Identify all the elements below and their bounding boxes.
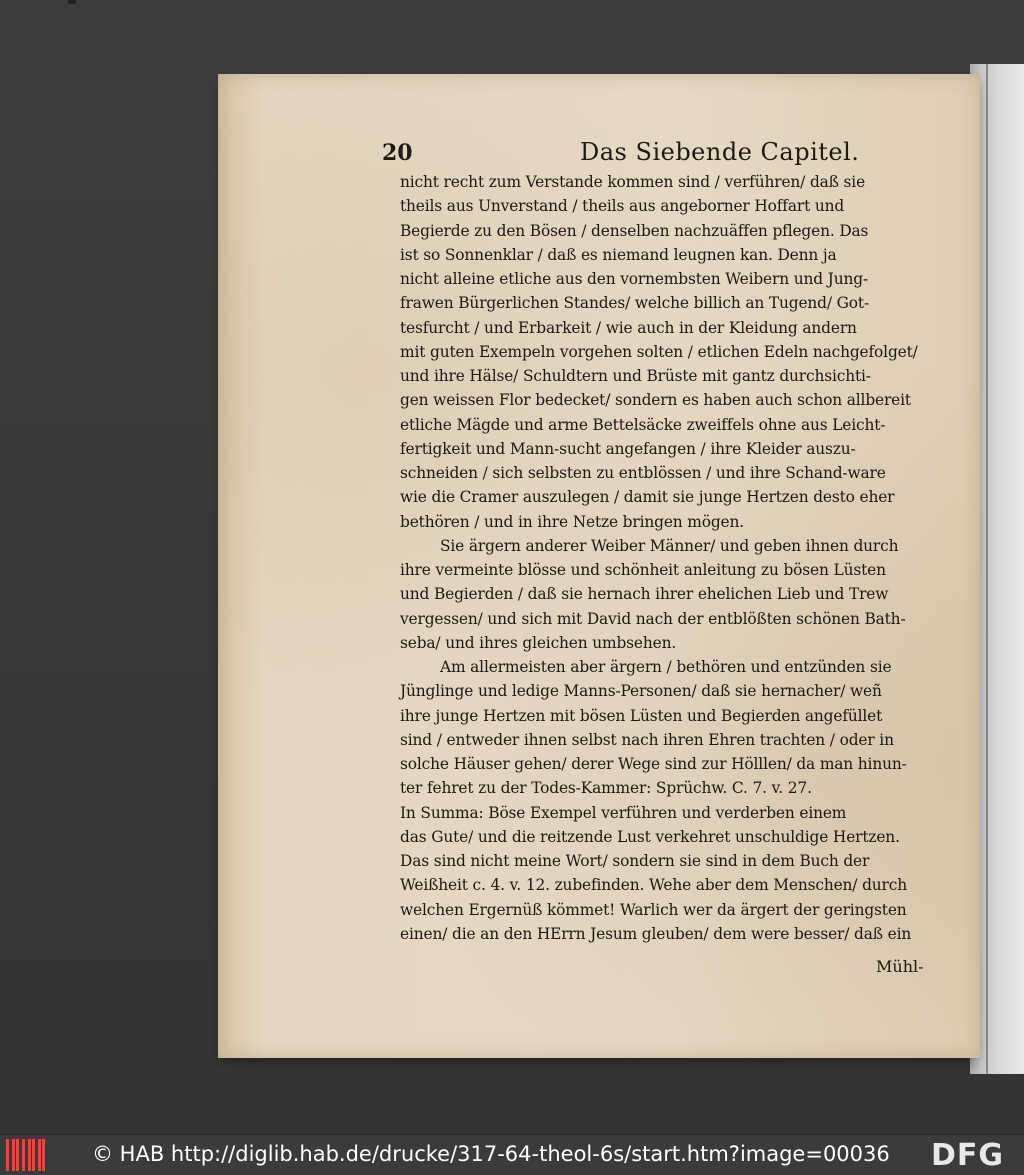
barcode-bar — [16, 1139, 19, 1171]
text-line: und ihre Hälse/ Schuldtern und Brüste mit gantz durchsichti- — [400, 367, 871, 385]
text-line: theils aus Unverstand / theils aus angeborner Hoffart und — [400, 197, 845, 216]
text-line: ter fehret zu der Todes-Kammer: Sprüchw. C. 7. v. 27. — [400, 779, 812, 798]
text-line: nicht alleine etliche aus den vornembsten Weibern und Jung- — [400, 270, 868, 288]
scan-mark — [68, 0, 76, 4]
page-number: 20 — [382, 140, 413, 166]
text-line: tesfurcht / und Erbarkeit / wie auch in der Kleidung andern — [400, 318, 857, 337]
text-line: frawen Bürgerlichen Standes/ welche billich an Tugend/ Got- — [400, 294, 870, 313]
barcode-bar — [6, 1139, 9, 1171]
text-line: fertigkeit und Mann-sucht angefangen / ihre Kleider auszu- — [400, 439, 856, 458]
source-url-link[interactable]: © HAB http://diglib.hab.de/drucke/317-64-theol-6s/start.htm?image=00036 — [92, 1142, 890, 1166]
text-line: ihre junge Hertzen mit bösen Lüsten und Begierden angefüllet — [400, 706, 883, 725]
barcode-bar — [32, 1139, 35, 1171]
text-line: Am allermeisten aber ärgern / bethören und entzünden sie — [440, 658, 892, 676]
text-line: welchen Ergernüß kömmet! Warlich wer da ärgert der geringsten — [400, 900, 907, 919]
text-line: etliche Mägde und arme Bettelsäcke zweiffels ohne aus Leicht- — [400, 415, 886, 434]
text-line: In Summa: Böse Exempel verführen und verderben einem — [400, 803, 847, 822]
dfg-logo: DFG — [931, 1138, 1005, 1173]
text-line: ihre vermeinte blösse und schönheit anleitung zu bösen Lüsten — [400, 561, 886, 579]
text-line: wie die Cramer auszulegen / damit sie junge Hertzen desto eher — [400, 488, 895, 507]
barcode-bar — [42, 1139, 45, 1171]
text-line: seba/ und ihres gleichen umbsehen. — [400, 633, 677, 652]
text-line: mit guten Exempeln vorgehen solten / etlichen Edeln nachgefolget/ — [400, 342, 918, 361]
text-line: vergessen/ und sich mit David nach der entblößten schönen Bath- — [400, 609, 906, 628]
footer-bar — [0, 1134, 1024, 1175]
barcode-bar — [38, 1139, 41, 1171]
page-header — [382, 138, 952, 172]
barcode-bar — [12, 1139, 15, 1171]
text-line: sind / entweder ihnen selbst nach ihren Ehren trachten / oder in — [400, 730, 894, 749]
text-line: solche Häuser gehen/ derer Wege sind zur Hölllen/ da man hinun- — [400, 755, 907, 773]
text-line: Sie ärgern anderer Weiber Männer/ und geben ihnen durch — [440, 536, 899, 555]
barcode-bar — [28, 1139, 31, 1171]
barcode-bar — [22, 1139, 25, 1171]
text-line: nicht recht zum Verstande kommen sind / verführen/ daß sie — [400, 173, 866, 191]
page-gutter-line — [986, 64, 988, 1074]
text-line: gen weissen Flor bedecket/ sondern es haben auch schon allbereit — [400, 391, 911, 410]
text-line: ist so Sonnenklar / daß es niemand leugnen kan. Denn ja — [400, 245, 837, 264]
text-line: schneiden / sich selbsten zu entblössen / und ihre Schand-ware — [400, 464, 886, 482]
text-line: einen/ die an den HErrn Jesum gleuben/ dem were besser/ daß ein — [400, 924, 912, 943]
text-line: Begierde zu den Bösen / denselben nachzuäffen pflegen. Das — [400, 221, 869, 240]
running-title: Das Siebende Capitel. — [580, 138, 860, 166]
text-line: bethören / und in ihre Netze bringen mögen. — [400, 512, 745, 531]
text-line: Das sind nicht meine Wort/ sondern sie sind in dem Buch der — [400, 852, 870, 870]
barcode-icon — [6, 1139, 46, 1171]
body-text — [400, 170, 945, 946]
text-line: das Gute/ und die reitzende Lust verkehret unschuldige Hertzen. — [400, 827, 900, 846]
catchword: Mühl- — [876, 957, 924, 976]
text-line: und Begierden / daß sie hernach ihrer ehelichen Lieb und Trew — [400, 585, 889, 604]
text-line: Jünglinge und ledige Manns-Personen/ daß sie hernacher/ weñ — [400, 682, 882, 701]
text-line: Weißheit c. 4. v. 12. zubefinden. Wehe aber dem Menschen/ durch — [400, 876, 907, 895]
